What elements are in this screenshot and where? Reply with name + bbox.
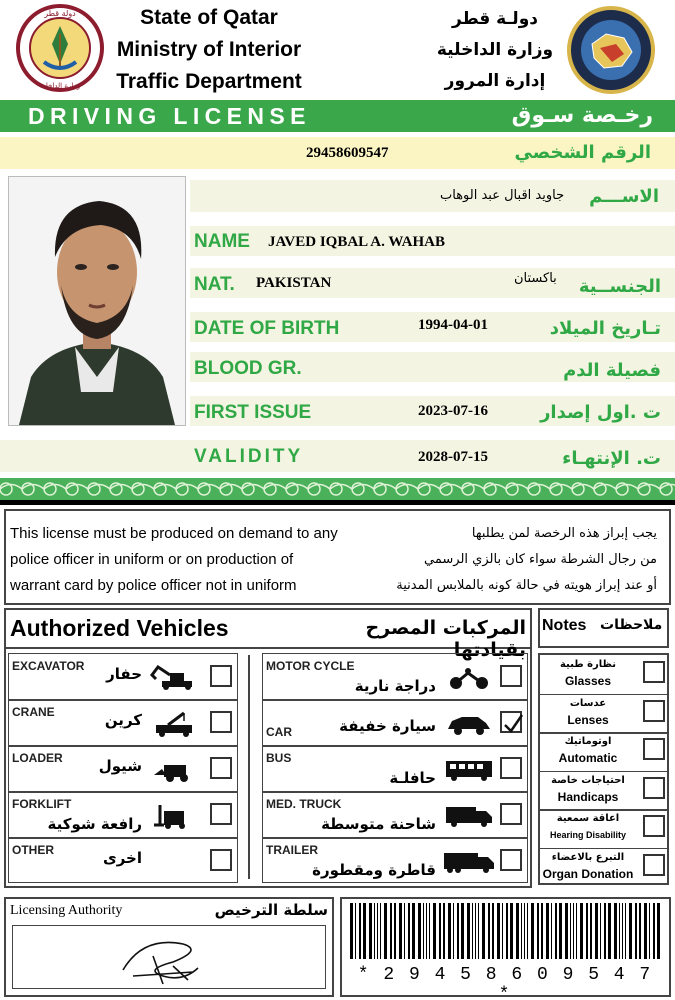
vehicle-checkbox[interactable] — [210, 665, 232, 687]
column-bracket-line — [248, 655, 250, 879]
license-back — [0, 505, 675, 1000]
vehicle-label-ar: قاطرة ومقطورة — [312, 861, 436, 879]
vehicle-checkbox[interactable] — [500, 665, 522, 687]
signature-box — [12, 925, 326, 989]
authorized-title-ar: المركبات المصرح بقيادتها — [365, 617, 526, 661]
vehicle-label: LOADER — [12, 751, 63, 765]
header-arabic — [420, 4, 570, 97]
note-checkbox[interactable] — [643, 661, 665, 683]
note-row-organ-donation — [540, 848, 668, 887]
note-label: Glasses — [564, 674, 612, 688]
validity-label-ar: ت. الإنتهـاء — [562, 448, 661, 469]
header-english — [104, 2, 314, 98]
nationality-label: NAT. — [194, 274, 235, 295]
note-label-ar: احتياجات خاصة — [551, 774, 625, 786]
vehicle-checkbox[interactable] — [500, 757, 522, 779]
vehicle-row-forklift — [8, 795, 238, 835]
note-label-ar: عدسات — [569, 697, 607, 709]
vehicle-label-ar: دراجة نارية — [354, 677, 436, 695]
notice-english — [10, 521, 390, 599]
nationality-label-ar: الجنســية — [578, 276, 661, 297]
validity-label: VALIDITY — [194, 446, 304, 467]
vehicle-label: MOTOR CYCLE — [266, 659, 355, 673]
issue-label: FIRST ISSUE — [194, 402, 312, 423]
holder-photo — [8, 176, 186, 426]
vehicle-checkbox[interactable] — [210, 849, 232, 871]
vehicle-label-ar: حفار — [106, 665, 142, 683]
vehicle-row-excavator — [8, 657, 238, 697]
vehicle-row-med-truck — [262, 795, 528, 835]
vehicle-row-divider — [8, 837, 238, 839]
note-row-glasses — [540, 655, 668, 694]
licensing-authority-label-ar: سلطة الترخيص — [214, 901, 328, 919]
forklift-icon — [148, 803, 202, 834]
header-department: Traffic Department — [116, 70, 302, 93]
vehicle-label: TRAILER — [266, 843, 318, 857]
vehicle-checkbox[interactable] — [500, 803, 522, 825]
loader-icon — [148, 757, 202, 788]
license-title: DRIVING LICENSE — [28, 103, 311, 129]
vehicle-label-ar: شيول — [98, 757, 142, 775]
barcode — [346, 903, 666, 959]
vehicle-label-ar: حافلـة — [389, 769, 436, 787]
notice-en-line2: police officer in uniform or on production of — [10, 551, 294, 568]
note-row-divider — [540, 771, 668, 773]
blood-label-ar: فصيلة الدم — [563, 360, 661, 381]
notice-en-line1: This license must be produced on demand to any — [10, 525, 338, 542]
notes-title-ar: ملاحظات — [600, 617, 663, 633]
crane-icon — [148, 711, 202, 742]
vehicle-row-trailer — [262, 841, 528, 881]
header-ministry: Ministry of Interior — [116, 38, 302, 61]
licensing-authority-label: Licensing Authority — [10, 903, 123, 918]
notice-en-line3: warrant card by police officer not in uniform — [10, 577, 297, 594]
vehicle-label: FORKLIFT — [12, 797, 72, 811]
svg-text:دولة قطر: دولة قطر — [44, 9, 76, 18]
vehicle-label: CRANE — [12, 705, 55, 719]
note-checkbox[interactable] — [643, 854, 665, 876]
note-checkbox[interactable] — [643, 777, 665, 799]
vehicle-row-car — [262, 703, 528, 743]
vehicle-label: EXCAVATOR — [12, 659, 85, 673]
note-row-handicaps — [540, 771, 668, 810]
note-row-divider — [540, 694, 668, 696]
vehicle-row-motor-cycle — [262, 657, 528, 697]
notes-title: Notes — [542, 617, 587, 634]
motorcycle-icon — [442, 665, 496, 696]
note-label: Lenses — [567, 712, 609, 727]
vehicle-row-divider — [262, 791, 528, 793]
name-ar-value: جاويد اقبال عبد الوهاب — [440, 188, 565, 203]
note-row-automatic — [540, 732, 668, 771]
vehicle-label-ar: اخرى — [102, 849, 142, 867]
notice-arabic — [367, 521, 657, 599]
vehicle-row-loader — [8, 749, 238, 789]
vehicle-row-divider — [8, 699, 238, 701]
moi-seal-icon — [16, 4, 104, 92]
authorized-title: Authorized Vehicles — [10, 615, 229, 641]
dob-label-ar: تـاريخ الميلاد — [549, 318, 661, 339]
bus-icon — [442, 757, 496, 788]
notice-ar-line2: من رجال الشرطة سواء كان بالزي الرسمي — [424, 552, 657, 567]
header-ministry-ar: وزارة الداخلية — [436, 40, 554, 60]
validity-value: 2028-07-15 — [418, 449, 488, 465]
vehicle-label: CAR — [266, 725, 292, 739]
header-country-ar: دولـة قطر — [452, 9, 538, 29]
issue-label-ar: ت .اول إصدار — [540, 402, 661, 423]
vehicle-row-bus — [262, 749, 528, 789]
vehicle-checkbox[interactable] — [500, 711, 522, 733]
note-label-ar: نظارة طبية — [559, 659, 617, 670]
vehicle-row-divider — [8, 791, 238, 793]
header-department-ar: إدارة المرور — [444, 71, 546, 91]
gcc-seal-icon — [566, 4, 656, 96]
vehicle-checkbox[interactable] — [210, 711, 232, 733]
note-checkbox[interactable] — [643, 815, 665, 837]
blood-label: BLOOD GR. — [194, 358, 302, 379]
vehicle-label: MED. TRUCK — [266, 797, 342, 811]
note-row-divider — [540, 848, 668, 850]
note-row-divider — [540, 732, 668, 734]
note-label-ar: اعاقة سمعية — [556, 813, 620, 824]
vehicle-label-ar: سيارة خفيفة — [339, 717, 436, 735]
vehicle-label: OTHER — [12, 843, 54, 857]
name-ar-label: الاســـم — [589, 186, 659, 207]
vehicle-row-divider — [262, 699, 528, 701]
note-row-lenses — [540, 694, 668, 733]
dob-value: 1994-04-01 — [418, 317, 488, 333]
note-label-ar: التبرع بالاعضاء — [551, 851, 625, 863]
issue-value: 2023-07-16 — [418, 403, 488, 419]
ornament-border — [0, 478, 675, 500]
note-row-divider — [540, 809, 668, 811]
vehicle-row-divider — [262, 745, 528, 747]
note-label: Handicaps — [557, 789, 619, 804]
vehicle-checkbox[interactable] — [210, 757, 232, 779]
note-checkbox[interactable] — [643, 700, 665, 722]
car-icon — [442, 711, 496, 742]
license-title-ar: رخـصة سـوق — [511, 103, 653, 128]
trailer-icon — [442, 849, 496, 880]
vehicle-row-divider — [262, 837, 528, 839]
nationality-value-ar: باكستان — [514, 271, 557, 286]
signature-icon — [13, 926, 325, 988]
note-label-ar: اوتوماتيك — [564, 736, 612, 747]
svg-text:وزارة الداخلية: وزارة الداخلية — [39, 82, 81, 90]
note-checkbox[interactable] — [643, 738, 665, 760]
vehicle-label: BUS — [266, 751, 292, 765]
vehicle-label-ar: كرين — [104, 711, 142, 729]
vehicle-row-divider — [8, 745, 238, 747]
dob-label: DATE OF BIRTH — [194, 318, 340, 339]
barcode-text: * 2 9 4 5 8 6 0 9 5 4 7 * — [357, 965, 653, 1000]
note-label: Organ Donation — [542, 866, 634, 881]
truck-icon — [442, 803, 496, 834]
personal-no-value: 29458609547 — [306, 145, 389, 161]
vehicle-row-crane — [8, 703, 238, 743]
note-label: Automatic — [558, 751, 618, 765]
vehicle-label-ar: شاحنة متوسطة — [321, 815, 436, 833]
personal-no-label-ar: الرقم الشخصي — [514, 142, 651, 163]
note-row-hearing-disability — [540, 809, 668, 848]
notice-ar-line3: أو عند إبراز هويته في حالة كونه بالملابس المدنية — [396, 578, 657, 593]
notice-ar-line1: يجب إبراز هذه الرخصة لمن يطلبها — [471, 526, 657, 541]
note-label: Hearing Disability — [549, 830, 627, 840]
vehicle-checkbox[interactable] — [500, 849, 522, 871]
vehicle-row-other — [8, 841, 238, 881]
vehicle-label-ar: رافعة شوكية — [47, 815, 142, 833]
checkmark-icon — [502, 713, 524, 735]
vehicle-checkbox[interactable] — [210, 803, 232, 825]
nationality-value: PAKISTAN — [256, 275, 332, 291]
excavator-icon — [148, 665, 202, 696]
name-value: JAVED IQBAL A. WAHAB — [268, 234, 445, 250]
header-country: State of Qatar — [140, 6, 278, 29]
name-label: NAME — [194, 231, 250, 252]
